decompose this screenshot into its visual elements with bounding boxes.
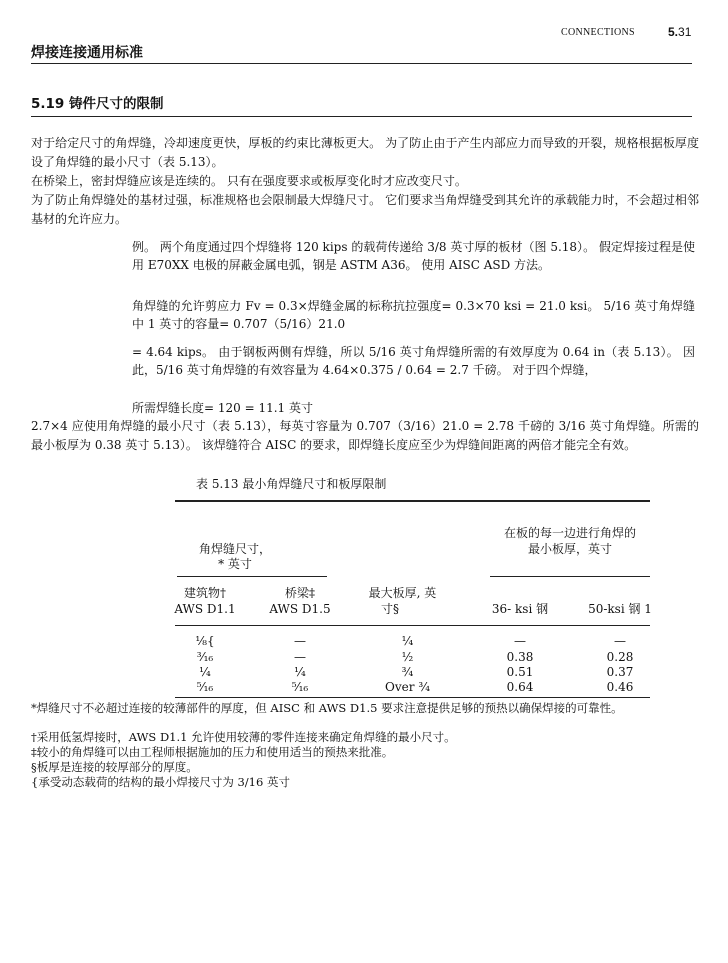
footnote-2: †采用低氢焊接时，AWS D1.1 允许使用较薄的零件连接来确定角焊缝的最小尺寸。 (31, 730, 456, 744)
table-cell: ⁵⁄₁₆ (291, 680, 309, 694)
table-cell: — (614, 634, 626, 648)
paragraph-2: 在桥梁上，密封焊缝应该是连续的。 只有在强度要求或板厚变化时才应改变尺寸。 (31, 174, 467, 188)
table-cell: ⁵⁄₁₆ (196, 680, 214, 694)
table-caption: 表 5.13 最小角焊缝尺寸和板厚限制 (196, 477, 387, 491)
table-cell: 0.38 (506, 650, 534, 664)
table-cell: 0.51 (506, 665, 534, 679)
table-cell: 0.37 (606, 665, 634, 679)
table-cell: ¼ (401, 634, 414, 648)
table-head-left-2: * 英寸 (218, 557, 252, 571)
table-cell: 0.46 (606, 680, 634, 694)
table-cell: ⅛{ (195, 634, 215, 648)
footnote-5: {承受动态载荷的结构的最小焊接尺寸为 3/16 英寸 (31, 775, 290, 789)
table-cell: 0.64 (506, 680, 534, 694)
col-head-36ksi: 36- ksi 钢 (491, 602, 549, 616)
table-header-rule (175, 625, 650, 626)
page-number (668, 25, 691, 39)
chapter-title: 焊接连接通用标准 (31, 45, 143, 61)
table-bottom-rule (175, 697, 650, 698)
section-rule (31, 116, 692, 117)
col-head-50ksi: 50-ksi 钢 1 (588, 602, 652, 616)
col-head-max-thickness-2: 寸§ (380, 602, 399, 616)
paragraph-3: 为了防止角焊缝处的基材过强，标准规格也会限制最大焊缝尺寸。 它们要求当角焊缝受到其允许的承载能力时，不会超过相邻基材的允许应力。 (31, 193, 699, 226)
col-head-building-1: 建筑物† (183, 586, 226, 600)
footnote-3: ‡较小的角焊缝可以由工程师根据施加的压力和使用适当的预热来批准。 (31, 745, 394, 759)
table-cell: — (294, 634, 306, 648)
table-cell: ½ (401, 650, 414, 664)
page-number-prefix: 5. (668, 25, 679, 39)
example-paragraph-1: 例。 两个角度通过四个焊缝将 120 kips 的载荷传递给 3/8 英寸厚的板材（图 5.18）。 假定焊接过程是使用 E70XX 电极的屏蔽金属电弧，钢是 ASTM A36。 使用 AISC ASD 方法。 (132, 240, 695, 272)
example-paragraph-2: 角焊缝的允许剪应力 Fv = 0.3×焊缝金属的标称抗拉强度= 0.3×70 ksi = 21.0 ksi。 5/16 英寸角焊缝中 1 英寸的容量= 0.707（5/16）21.0 (132, 299, 695, 331)
table-cell: — (294, 650, 306, 664)
page-number-value: 31 (678, 25, 692, 39)
footnote-1: *焊缝尺寸不必超过连接的较薄部件的厚度，但 AISC 和 AWS D1.5 要求注意提供足够的预热以确保焊接的可靠性。 (31, 701, 623, 715)
table-cell: ¼ (294, 665, 306, 679)
example-conclusion: 2.7×4 应使用角焊缝的最小尺寸（表 5.13），每英寸容量为 0.707（3/16）21.0 = 2.78 千磅的 3/16 英寸角焊缝。所需的最小板厚为 0.38 英寸 5.13）。 该焊缝符合 AISC 的要求，即焊缝长度应至少为焊缝间距离的两倍才能完全有效。 (31, 419, 699, 452)
col-head-max-thickness-1: 最大板厚, 英 (368, 586, 437, 600)
table-head-right-1: 在板的每一边进行角焊的 (503, 526, 636, 540)
table-cell: ¼ (199, 665, 211, 679)
table-head-right-2: 最小板厚，英寸 (527, 542, 612, 556)
example-paragraph-4: 所需焊缝长度= 120 = 11.1 英寸 (132, 401, 313, 415)
footnote-4: §板厚是连接的较厚部分的厚度。 (31, 760, 198, 774)
table-span-rule-right (490, 576, 650, 577)
table-cell: — (514, 634, 526, 648)
table-cell: Over ¾ (385, 680, 430, 694)
running-header: CONNECTIONS (561, 27, 635, 38)
table-top-rule (175, 500, 650, 502)
example-paragraph-3: = 4.64 kips。 由于钢板两侧有焊缝，所以 5/16 英寸角焊缝所需的有效厚度为 0.64 in（表 5.13）。 因此，5/16 英寸角焊缝的有效容量为 4.64×0.375 / 0.64 = 2.7 千磅。 对于四个焊缝， (132, 345, 695, 377)
col-head-building-2: AWS D1.1 (174, 602, 236, 616)
col-head-bridge-1: 桥梁‡ (284, 586, 315, 600)
table-cell: ³⁄₁₆ (196, 650, 214, 664)
header-rule (31, 63, 692, 64)
section-title: 5.19 铸件尺寸的限制 (31, 96, 164, 112)
table-cell: 0.28 (606, 650, 634, 664)
col-head-bridge-2: AWS D1.5 (269, 602, 331, 616)
paragraph-1: 对于给定尺寸的角焊缝，冷却速度更快，厚板的约束比薄板更大。 为了防止由于产生内部应力而导致的开裂，规格根据板厚度设了角焊缝的最小尺寸（表 5.13）。 (31, 136, 699, 169)
table-cell: ¾ (401, 665, 414, 679)
table-head-left-1: 角焊缝尺寸， (198, 542, 271, 556)
table-span-rule-left (177, 576, 327, 577)
